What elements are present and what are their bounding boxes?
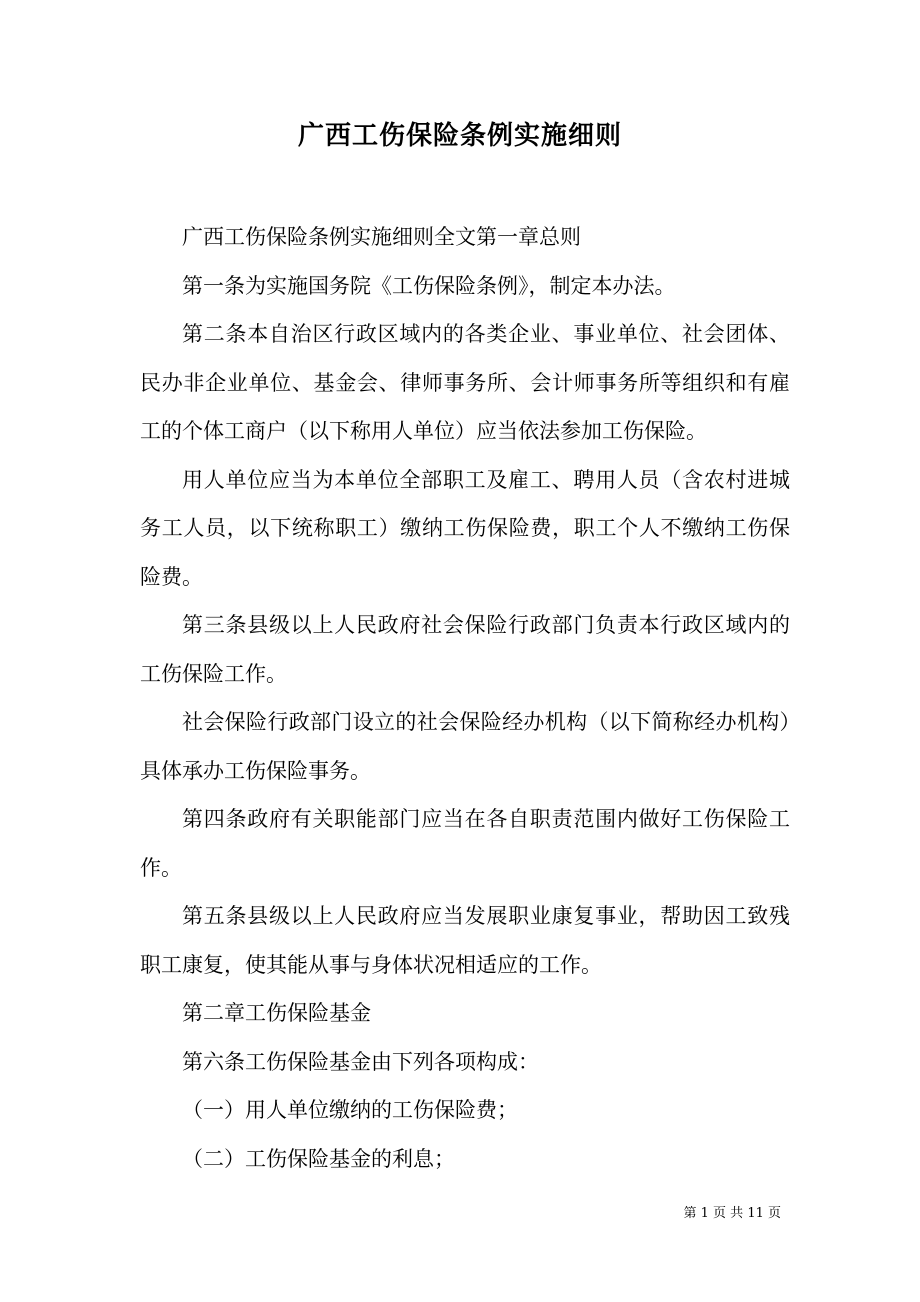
- paragraph-article-4: 第四条政府有关职能部门应当在各自职责范围内做好工伤保险工作。: [140, 807, 790, 880]
- paragraph-chapter-2-heading: 第二章工伤保险基金: [182, 1001, 371, 1025]
- paragraph-article-3: 第三条县级以上人民政府社会保险行政部门负责本行政区域内的工伤保险工作。: [140, 613, 790, 686]
- page-number-footer: 第 1 页 共 11 页: [683, 1206, 781, 1221]
- paragraph-article-3-continued: 社会保险行政部门设立的社会保险经办机构（以下简称经办机构）具体承办工伤保险事务。: [140, 710, 790, 783]
- paragraph-article-2-continued: 用人单位应当为本单位全部职工及雇工、聘用人员（含农村进城务工人员，以下统称职工）缴纳工伤保险费，职工个人不缴纳工伤保险费。: [140, 467, 790, 589]
- paragraph-chapter-1-heading: 广西工伤保险条例实施细则全文第一章总则: [182, 225, 581, 249]
- paragraph-article-2: 第二条本自治区行政区域内的各类企业、事业单位、社会团体、民办非企业单位、基金会、律师事务所、会计师事务所等组织和有雇工的个体工商户（以下称用人单位）应当依法参加工伤保险。: [140, 322, 790, 443]
- paragraph-article-6-item-2: （二）工伤保险基金的利息；: [182, 1146, 455, 1171]
- paragraph-article-6: 第六条工伤保险基金由下列各项构成：: [182, 1049, 539, 1074]
- document-title: 广西工伤保险条例实施细则: [297, 121, 622, 151]
- paragraph-article-5: 第五条县级以上人民政府应当发展职业康复事业，帮助因工致残职工康复，使其能从事与身体状况相适应的工作。: [140, 904, 790, 977]
- paragraph-article-1: 第一条为实施国务院《工伤保险条例》，制定本办法。: [182, 273, 676, 298]
- document-body: [140, 213, 790, 1183]
- paragraph-article-6-item-1: （一）用人单位缴纳的工伤保险费；: [182, 1098, 518, 1122]
